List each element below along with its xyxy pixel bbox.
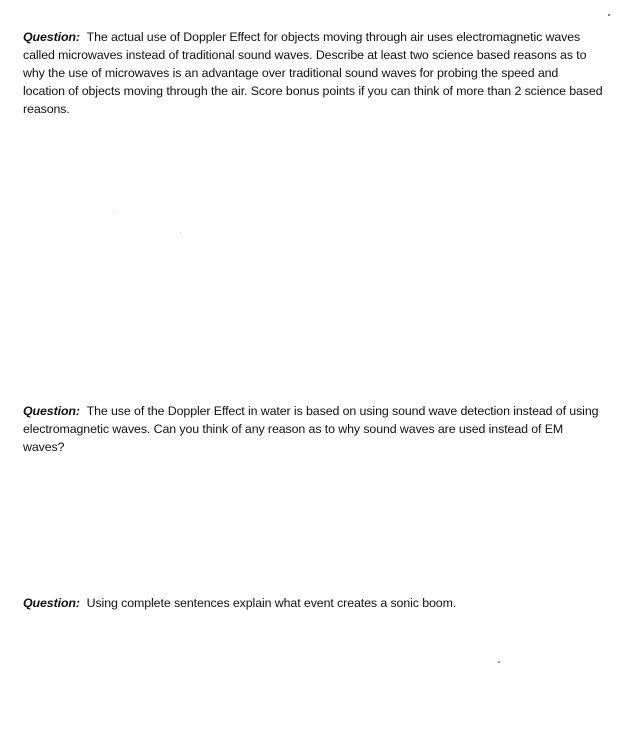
question-text: Using complete sentences explain what event creates a sonic boom. (86, 596, 457, 610)
question-sonic-boom (23, 594, 603, 612)
question-label: Question: (23, 596, 87, 610)
question-doppler-air (23, 28, 603, 118)
scan-speck (608, 14, 610, 16)
question-doppler-water (23, 402, 603, 456)
scan-speck (498, 661, 500, 663)
scan-speck (180, 232, 181, 233)
scan-speck (114, 211, 115, 212)
question-text: The actual use of Doppler Effect for objects moving through air uses electromagnetic waves called microwaves instead of traditional sound waves. Describe at least two science based reasons as to why the use of microwaves is an advantage over traditional sound waves for probing the speed and location of objects moving through the air. Score bonus points if you can think of more than 2 science based reasons. (23, 30, 603, 116)
question-label: Question: (23, 404, 87, 418)
question-label: Question: (23, 30, 87, 44)
question-text: The use of the Doppler Effect in water is based on using sound wave detection instead of using electromagnetic waves. Can you think of any reason as to why sound waves are used instead of EM waves? (23, 404, 599, 454)
